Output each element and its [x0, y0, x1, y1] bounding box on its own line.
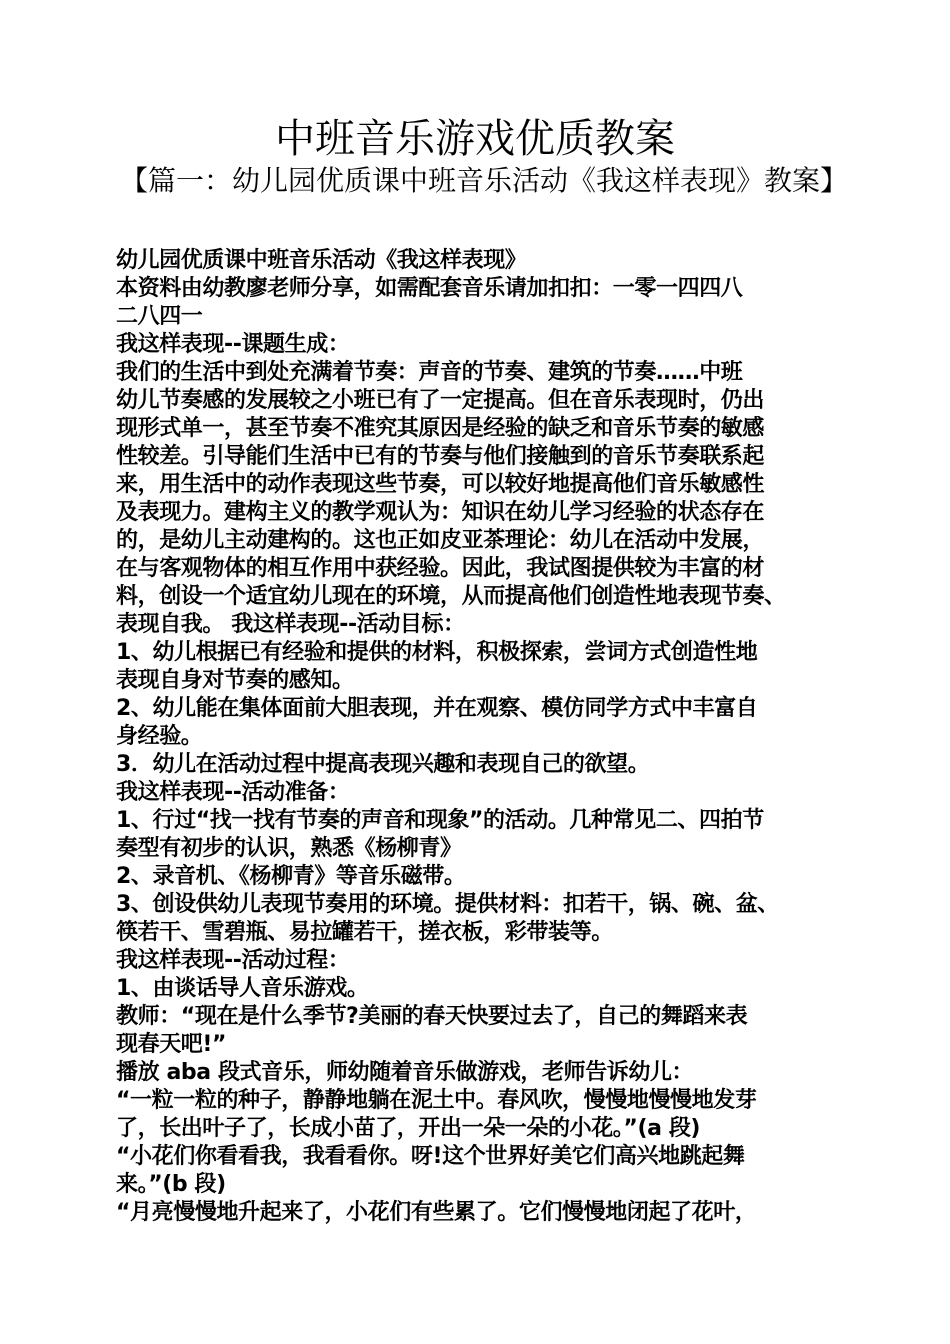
body-text-line: 我们的生活中到处充满着节奏：声音的节奏、建筑的节奏……中班 — [116, 360, 743, 385]
body-text-line: “一粒一粒的种子，静静地躺在泥土中。春风吹，慢慢地慢慢地发芽 — [116, 1088, 757, 1113]
body-text-line: 二八四一 — [116, 304, 203, 329]
body-text-line: 来，用生活中的动作表现这些节奏，可以较好地提高他们音乐敏感性 — [116, 472, 765, 497]
body-text-line: 表现自身对节奏的感知。 — [116, 668, 354, 693]
body-text-line: 3、创设供幼儿表现节奏用的环境。提供材料：扣若干，锅、碗、盆、 — [116, 892, 779, 917]
body-text-line: 我这样表现--课题生成： — [116, 332, 350, 357]
body-text-line: 我这样表现--活动过程： — [116, 948, 350, 973]
body-text-line: 1、行过“找一找有节奏的声音和现象”的活动。几种常见二、四拍节 — [116, 808, 764, 833]
body-text-line: 性较差。引导能们生活中已有的节奏与他们接触到的音乐节奏联系起 — [116, 444, 765, 469]
body-text-line: 2、录音机、《杨柳青》等音乐磁带。 — [116, 864, 466, 889]
body-text-line: 在与客观物体的相互作用中获经验。因此，我试图提供较为丰富的材 — [116, 556, 765, 581]
body-text-line: 料，创设一个适宜幼儿现在的环境，从而提高他们创造性地表现节奏、 — [116, 584, 786, 609]
body-text-line: 1、幼儿根据已有经验和提供的材料，积极探索，尝词方式创造性地 — [116, 640, 758, 665]
body-text-line: 1、由谈话导人音乐游戏。 — [116, 976, 369, 1001]
body-text-line: 3．幼儿在活动过程中提高表现兴趣和表现自己的欲望。 — [116, 752, 650, 777]
document-subtitle: 【篇一：幼儿园优质课中班音乐活动《我这样表现》教案】 — [120, 164, 849, 197]
body-text-line: 来。”(b 段) — [116, 1172, 226, 1197]
body-text-line: 的，是幼儿主动建构的。这也正如皮亚茶理论：幼儿在活动中发展， — [116, 528, 765, 553]
document-body — [116, 247, 846, 1227]
body-text-line: 幼儿园优质课中班音乐活动《我这样表现》 — [116, 248, 527, 273]
body-text-line: 及表现力。建构主义的教学观认为：知识在幼儿学习经验的状态存在 — [116, 500, 765, 525]
body-text-line: 现春天吧!” — [116, 1032, 227, 1057]
body-text-line: 教师：“现在是什么季节?美丽的春天快要过去了，自己的舞蹈来表 — [116, 1004, 748, 1029]
body-text-line: 筷若干、雪碧瓶、易拉罐若干，搓衣板，彩带装等。 — [116, 920, 613, 945]
document-title: 中班音乐游戏优质教案 — [275, 116, 675, 162]
body-text-line: 身经验。 — [116, 724, 203, 749]
body-text-line: “小花们你看看我，我看看你。呀!这个世界好美它们高兴地跳起舞 — [116, 1144, 745, 1169]
body-text-line: 我这样表现--活动准备： — [116, 780, 350, 805]
body-text-line: 本资料由幼教廖老师分享，如需配套音乐请加扣扣：一零一四四八 — [116, 276, 743, 301]
body-text-line: 播放 aba 段式音乐，师幼随着音乐做游戏，老师告诉幼儿： — [116, 1060, 694, 1085]
body-text-line: “月亮慢慢地升起来了，小花们有些累了。它们慢慢地闭起了花叶， — [116, 1200, 757, 1225]
body-text-line: 奏型有初步的认识，熟悉《杨柳青》 — [116, 836, 462, 861]
body-text-line: 表现自我。 我这样表现--活动目标： — [116, 612, 465, 637]
body-text-line: 现形式单一，甚至节奏不准究其原因是经验的缺乏和音乐节奏的敏感 — [116, 416, 765, 441]
body-text-line: 幼儿节奏感的发展较之小班已有了一定提高。但在音乐表现时，仍出 — [116, 388, 765, 413]
body-text-line: 2、幼儿能在集体面前大胆表现，并在观察、模仿同学方式中丰富自 — [116, 696, 758, 721]
body-text-line: 了，长出叶子了，长成小苗了，开出一朵一朵的小花。”(a 段) — [116, 1116, 701, 1141]
